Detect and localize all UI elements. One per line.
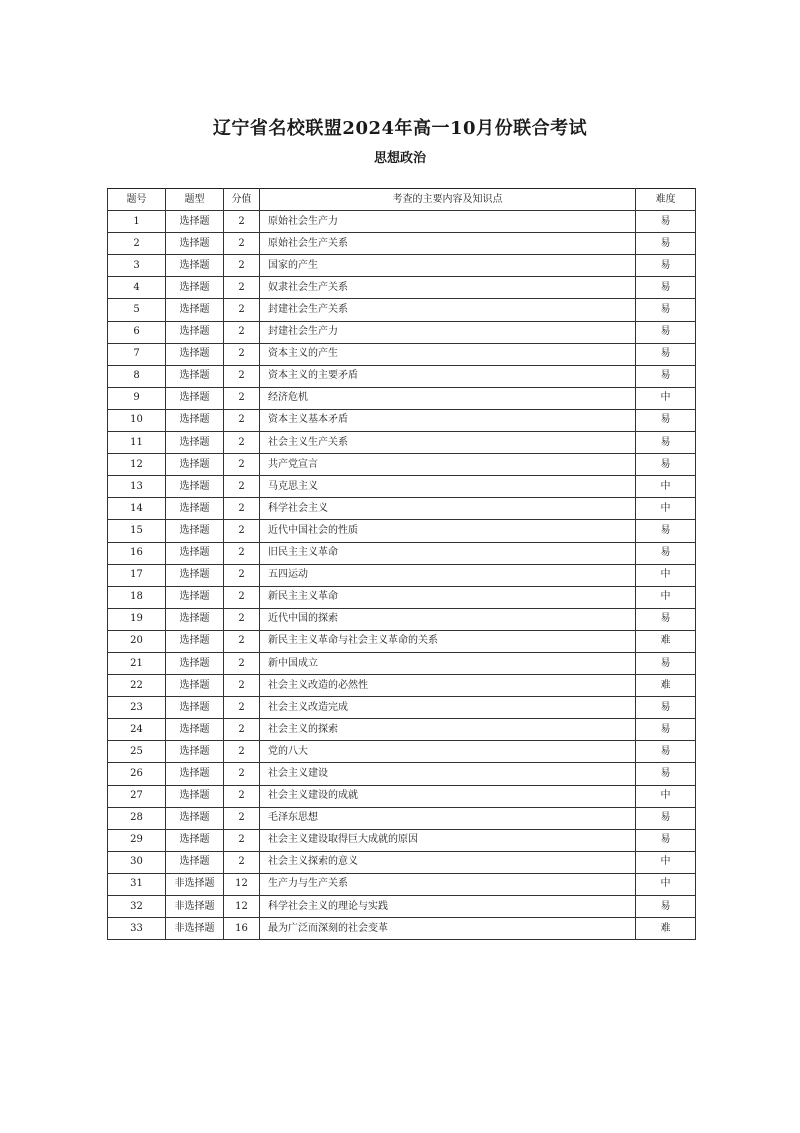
cell-content: 新民主主义革命与社会主义革命的关系 bbox=[260, 630, 636, 652]
cell-question-type: 选择题 bbox=[166, 432, 224, 454]
table-row bbox=[108, 542, 696, 564]
cell-score: 2 bbox=[224, 299, 260, 321]
cell-question-type: 非选择题 bbox=[166, 918, 224, 940]
cell-content: 党的八大 bbox=[260, 741, 636, 763]
cell-difficulty: 易 bbox=[636, 697, 696, 719]
cell-score: 2 bbox=[224, 343, 260, 365]
cell-content: 国家的产生 bbox=[260, 255, 636, 277]
cell-content: 生产力与生产关系 bbox=[260, 873, 636, 895]
table-row bbox=[108, 343, 696, 365]
cell-question-number: 29 bbox=[108, 829, 166, 851]
cell-score: 2 bbox=[224, 498, 260, 520]
cell-question-type: 选择题 bbox=[166, 277, 224, 299]
table-row bbox=[108, 896, 696, 918]
cell-content: 封建社会生产力 bbox=[260, 321, 636, 343]
cell-content: 社会主义建设 bbox=[260, 763, 636, 785]
cell-difficulty: 中 bbox=[636, 785, 696, 807]
cell-question-type: 非选择题 bbox=[166, 873, 224, 895]
cell-question-type: 非选择题 bbox=[166, 896, 224, 918]
table-row bbox=[108, 586, 696, 608]
cell-question-number: 22 bbox=[108, 675, 166, 697]
cell-question-type: 选择题 bbox=[166, 321, 224, 343]
cell-question-type: 选择题 bbox=[166, 343, 224, 365]
cell-question-number: 5 bbox=[108, 299, 166, 321]
cell-question-type: 选择题 bbox=[166, 387, 224, 409]
cell-difficulty: 中 bbox=[636, 851, 696, 873]
cell-difficulty: 易 bbox=[636, 896, 696, 918]
cell-question-type: 选择题 bbox=[166, 255, 224, 277]
cell-question-type: 选择题 bbox=[166, 829, 224, 851]
cell-question-number: 12 bbox=[108, 454, 166, 476]
cell-question-number: 30 bbox=[108, 851, 166, 873]
cell-question-type: 选择题 bbox=[166, 476, 224, 498]
cell-question-number: 15 bbox=[108, 520, 166, 542]
cell-question-type: 选择题 bbox=[166, 233, 224, 255]
cell-content: 社会主义建设的成就 bbox=[260, 785, 636, 807]
cell-score: 2 bbox=[224, 542, 260, 564]
page-title: 辽宁省名校联盟2024年高一10月份联合考试 bbox=[212, 118, 588, 139]
cell-question-type: 选择题 bbox=[166, 675, 224, 697]
table-row bbox=[108, 630, 696, 652]
cell-question-type: 选择题 bbox=[166, 785, 224, 807]
cell-question-type: 选择题 bbox=[166, 741, 224, 763]
cell-question-number: 11 bbox=[108, 432, 166, 454]
cell-question-type: 选择题 bbox=[166, 498, 224, 520]
cell-difficulty: 易 bbox=[636, 211, 696, 233]
cell-score: 2 bbox=[224, 652, 260, 674]
cell-question-number: 21 bbox=[108, 652, 166, 674]
cell-question-number: 24 bbox=[108, 719, 166, 741]
cell-score: 2 bbox=[224, 211, 260, 233]
cell-content: 近代中国的探索 bbox=[260, 608, 636, 630]
cell-difficulty: 易 bbox=[636, 343, 696, 365]
cell-question-type: 选择题 bbox=[166, 719, 224, 741]
cell-question-number: 8 bbox=[108, 365, 166, 387]
cell-question-number: 28 bbox=[108, 807, 166, 829]
cell-question-number: 18 bbox=[108, 586, 166, 608]
cell-question-number: 6 bbox=[108, 321, 166, 343]
cell-score: 2 bbox=[224, 829, 260, 851]
cell-content: 最为广泛而深刻的社会变革 bbox=[260, 918, 636, 940]
cell-content: 经济危机 bbox=[260, 387, 636, 409]
table-header-row bbox=[108, 189, 696, 211]
table-row bbox=[108, 476, 696, 498]
cell-content: 社会主义改造的必然性 bbox=[260, 675, 636, 697]
cell-question-number: 3 bbox=[108, 255, 166, 277]
cell-content: 旧民主主义革命 bbox=[260, 542, 636, 564]
cell-question-number: 9 bbox=[108, 387, 166, 409]
cell-score: 2 bbox=[224, 763, 260, 785]
cell-question-number: 4 bbox=[108, 277, 166, 299]
table-row bbox=[108, 741, 696, 763]
exam-analysis-table bbox=[107, 188, 696, 940]
table-row bbox=[108, 409, 696, 431]
table-row bbox=[108, 763, 696, 785]
cell-question-number: 17 bbox=[108, 564, 166, 586]
cell-question-type: 选择题 bbox=[166, 630, 224, 652]
table-row bbox=[108, 498, 696, 520]
cell-difficulty: 中 bbox=[636, 586, 696, 608]
cell-score: 2 bbox=[224, 697, 260, 719]
header-difficulty: 难度 bbox=[636, 189, 696, 211]
cell-question-type: 选择题 bbox=[166, 211, 224, 233]
cell-difficulty: 易 bbox=[636, 432, 696, 454]
cell-question-type: 选择题 bbox=[166, 763, 224, 785]
header-score: 分值 bbox=[224, 189, 260, 211]
table-row bbox=[108, 365, 696, 387]
cell-question-number: 14 bbox=[108, 498, 166, 520]
table-row bbox=[108, 851, 696, 873]
table-row bbox=[108, 873, 696, 895]
cell-difficulty: 易 bbox=[636, 542, 696, 564]
cell-score: 12 bbox=[224, 873, 260, 895]
table-row bbox=[108, 829, 696, 851]
cell-score: 2 bbox=[224, 630, 260, 652]
cell-question-type: 选择题 bbox=[166, 608, 224, 630]
cell-question-type: 选择题 bbox=[166, 409, 224, 431]
cell-question-number: 10 bbox=[108, 409, 166, 431]
cell-content: 奴隶社会生产关系 bbox=[260, 277, 636, 299]
cell-question-number: 7 bbox=[108, 343, 166, 365]
cell-score: 2 bbox=[224, 807, 260, 829]
cell-content: 资本主义的主要矛盾 bbox=[260, 365, 636, 387]
cell-content: 原始社会生产力 bbox=[260, 211, 636, 233]
cell-difficulty: 易 bbox=[636, 807, 696, 829]
cell-score: 2 bbox=[224, 321, 260, 343]
cell-content: 资本主义基本矛盾 bbox=[260, 409, 636, 431]
table-row bbox=[108, 233, 696, 255]
cell-question-type: 选择题 bbox=[166, 520, 224, 542]
table-row bbox=[108, 807, 696, 829]
cell-difficulty: 易 bbox=[636, 277, 696, 299]
table-row bbox=[108, 564, 696, 586]
cell-question-type: 选择题 bbox=[166, 697, 224, 719]
cell-difficulty: 难 bbox=[636, 630, 696, 652]
table-row bbox=[108, 697, 696, 719]
cell-score: 2 bbox=[224, 277, 260, 299]
cell-score: 2 bbox=[224, 586, 260, 608]
page-subtitle: 思想政治 bbox=[373, 151, 426, 166]
cell-question-type: 选择题 bbox=[166, 564, 224, 586]
table-row bbox=[108, 918, 696, 940]
cell-content: 社会主义的探索 bbox=[260, 719, 636, 741]
cell-difficulty: 易 bbox=[636, 409, 696, 431]
cell-question-type: 选择题 bbox=[166, 586, 224, 608]
cell-score: 2 bbox=[224, 454, 260, 476]
table-row bbox=[108, 211, 696, 233]
cell-content: 资本主义的产生 bbox=[260, 343, 636, 365]
cell-score: 2 bbox=[224, 387, 260, 409]
cell-difficulty: 易 bbox=[636, 608, 696, 630]
cell-question-number: 26 bbox=[108, 763, 166, 785]
cell-score: 2 bbox=[224, 785, 260, 807]
cell-question-number: 31 bbox=[108, 873, 166, 895]
cell-question-number: 23 bbox=[108, 697, 166, 719]
cell-score: 2 bbox=[224, 476, 260, 498]
table-row bbox=[108, 255, 696, 277]
cell-difficulty: 易 bbox=[636, 829, 696, 851]
cell-difficulty: 中 bbox=[636, 498, 696, 520]
table-row bbox=[108, 277, 696, 299]
header-question-type: 题型 bbox=[166, 189, 224, 211]
cell-content: 科学社会主义的理论与实践 bbox=[260, 896, 636, 918]
cell-question-type: 选择题 bbox=[166, 365, 224, 387]
cell-difficulty: 易 bbox=[636, 520, 696, 542]
cell-score: 2 bbox=[224, 365, 260, 387]
cell-score: 2 bbox=[224, 409, 260, 431]
cell-difficulty: 易 bbox=[636, 454, 696, 476]
cell-difficulty: 易 bbox=[636, 652, 696, 674]
cell-score: 12 bbox=[224, 896, 260, 918]
cell-difficulty: 中 bbox=[636, 476, 696, 498]
cell-content: 封建社会生产关系 bbox=[260, 299, 636, 321]
table-row bbox=[108, 454, 696, 476]
cell-content: 新中国成立 bbox=[260, 652, 636, 674]
table-row bbox=[108, 432, 696, 454]
cell-question-type: 选择题 bbox=[166, 454, 224, 476]
cell-content: 社会主义探索的意义 bbox=[260, 851, 636, 873]
cell-difficulty: 易 bbox=[636, 233, 696, 255]
cell-score: 2 bbox=[224, 608, 260, 630]
cell-score: 2 bbox=[224, 520, 260, 542]
cell-content: 社会主义改造完成 bbox=[260, 697, 636, 719]
cell-content: 科学社会主义 bbox=[260, 498, 636, 520]
cell-content: 五四运动 bbox=[260, 564, 636, 586]
cell-difficulty: 难 bbox=[636, 675, 696, 697]
cell-score: 2 bbox=[224, 741, 260, 763]
cell-question-number: 27 bbox=[108, 785, 166, 807]
cell-content: 共产党宣言 bbox=[260, 454, 636, 476]
cell-difficulty: 易 bbox=[636, 741, 696, 763]
cell-score: 16 bbox=[224, 918, 260, 940]
cell-score: 2 bbox=[224, 719, 260, 741]
cell-difficulty: 中 bbox=[636, 873, 696, 895]
cell-score: 2 bbox=[224, 851, 260, 873]
cell-difficulty: 易 bbox=[636, 719, 696, 741]
table-row bbox=[108, 387, 696, 409]
cell-difficulty: 中 bbox=[636, 387, 696, 409]
cell-score: 2 bbox=[224, 675, 260, 697]
table-body bbox=[108, 211, 696, 940]
cell-question-number: 25 bbox=[108, 741, 166, 763]
cell-difficulty: 难 bbox=[636, 918, 696, 940]
cell-content: 马克思主义 bbox=[260, 476, 636, 498]
header-question-number: 题号 bbox=[108, 189, 166, 211]
cell-content: 毛泽东思想 bbox=[260, 807, 636, 829]
table-row bbox=[108, 321, 696, 343]
cell-question-number: 33 bbox=[108, 918, 166, 940]
cell-question-number: 16 bbox=[108, 542, 166, 564]
cell-difficulty: 易 bbox=[636, 365, 696, 387]
table-row bbox=[108, 299, 696, 321]
cell-question-type: 选择题 bbox=[166, 807, 224, 829]
cell-content: 原始社会生产关系 bbox=[260, 233, 636, 255]
cell-difficulty: 易 bbox=[636, 299, 696, 321]
cell-question-number: 1 bbox=[108, 211, 166, 233]
cell-question-type: 选择题 bbox=[166, 851, 224, 873]
cell-content: 社会主义建设取得巨大成就的原因 bbox=[260, 829, 636, 851]
cell-content: 近代中国社会的性质 bbox=[260, 520, 636, 542]
table-row bbox=[108, 520, 696, 542]
table-row bbox=[108, 675, 696, 697]
table-row bbox=[108, 785, 696, 807]
table-row bbox=[108, 608, 696, 630]
cell-question-number: 20 bbox=[108, 630, 166, 652]
cell-score: 2 bbox=[224, 233, 260, 255]
cell-difficulty: 中 bbox=[636, 564, 696, 586]
cell-content: 社会主义生产关系 bbox=[260, 432, 636, 454]
header-content: 考查的主要内容及知识点 bbox=[260, 189, 636, 211]
table-row bbox=[108, 652, 696, 674]
cell-question-number: 13 bbox=[108, 476, 166, 498]
cell-difficulty: 易 bbox=[636, 763, 696, 785]
cell-score: 2 bbox=[224, 255, 260, 277]
cell-question-number: 19 bbox=[108, 608, 166, 630]
cell-difficulty: 易 bbox=[636, 321, 696, 343]
cell-content: 新民主主义革命 bbox=[260, 586, 636, 608]
table-row bbox=[108, 719, 696, 741]
cell-question-number: 32 bbox=[108, 896, 166, 918]
cell-question-type: 选择题 bbox=[166, 652, 224, 674]
cell-score: 2 bbox=[224, 564, 260, 586]
cell-question-number: 2 bbox=[108, 233, 166, 255]
cell-question-type: 选择题 bbox=[166, 542, 224, 564]
cell-question-type: 选择题 bbox=[166, 299, 224, 321]
cell-difficulty: 易 bbox=[636, 255, 696, 277]
cell-score: 2 bbox=[224, 432, 260, 454]
